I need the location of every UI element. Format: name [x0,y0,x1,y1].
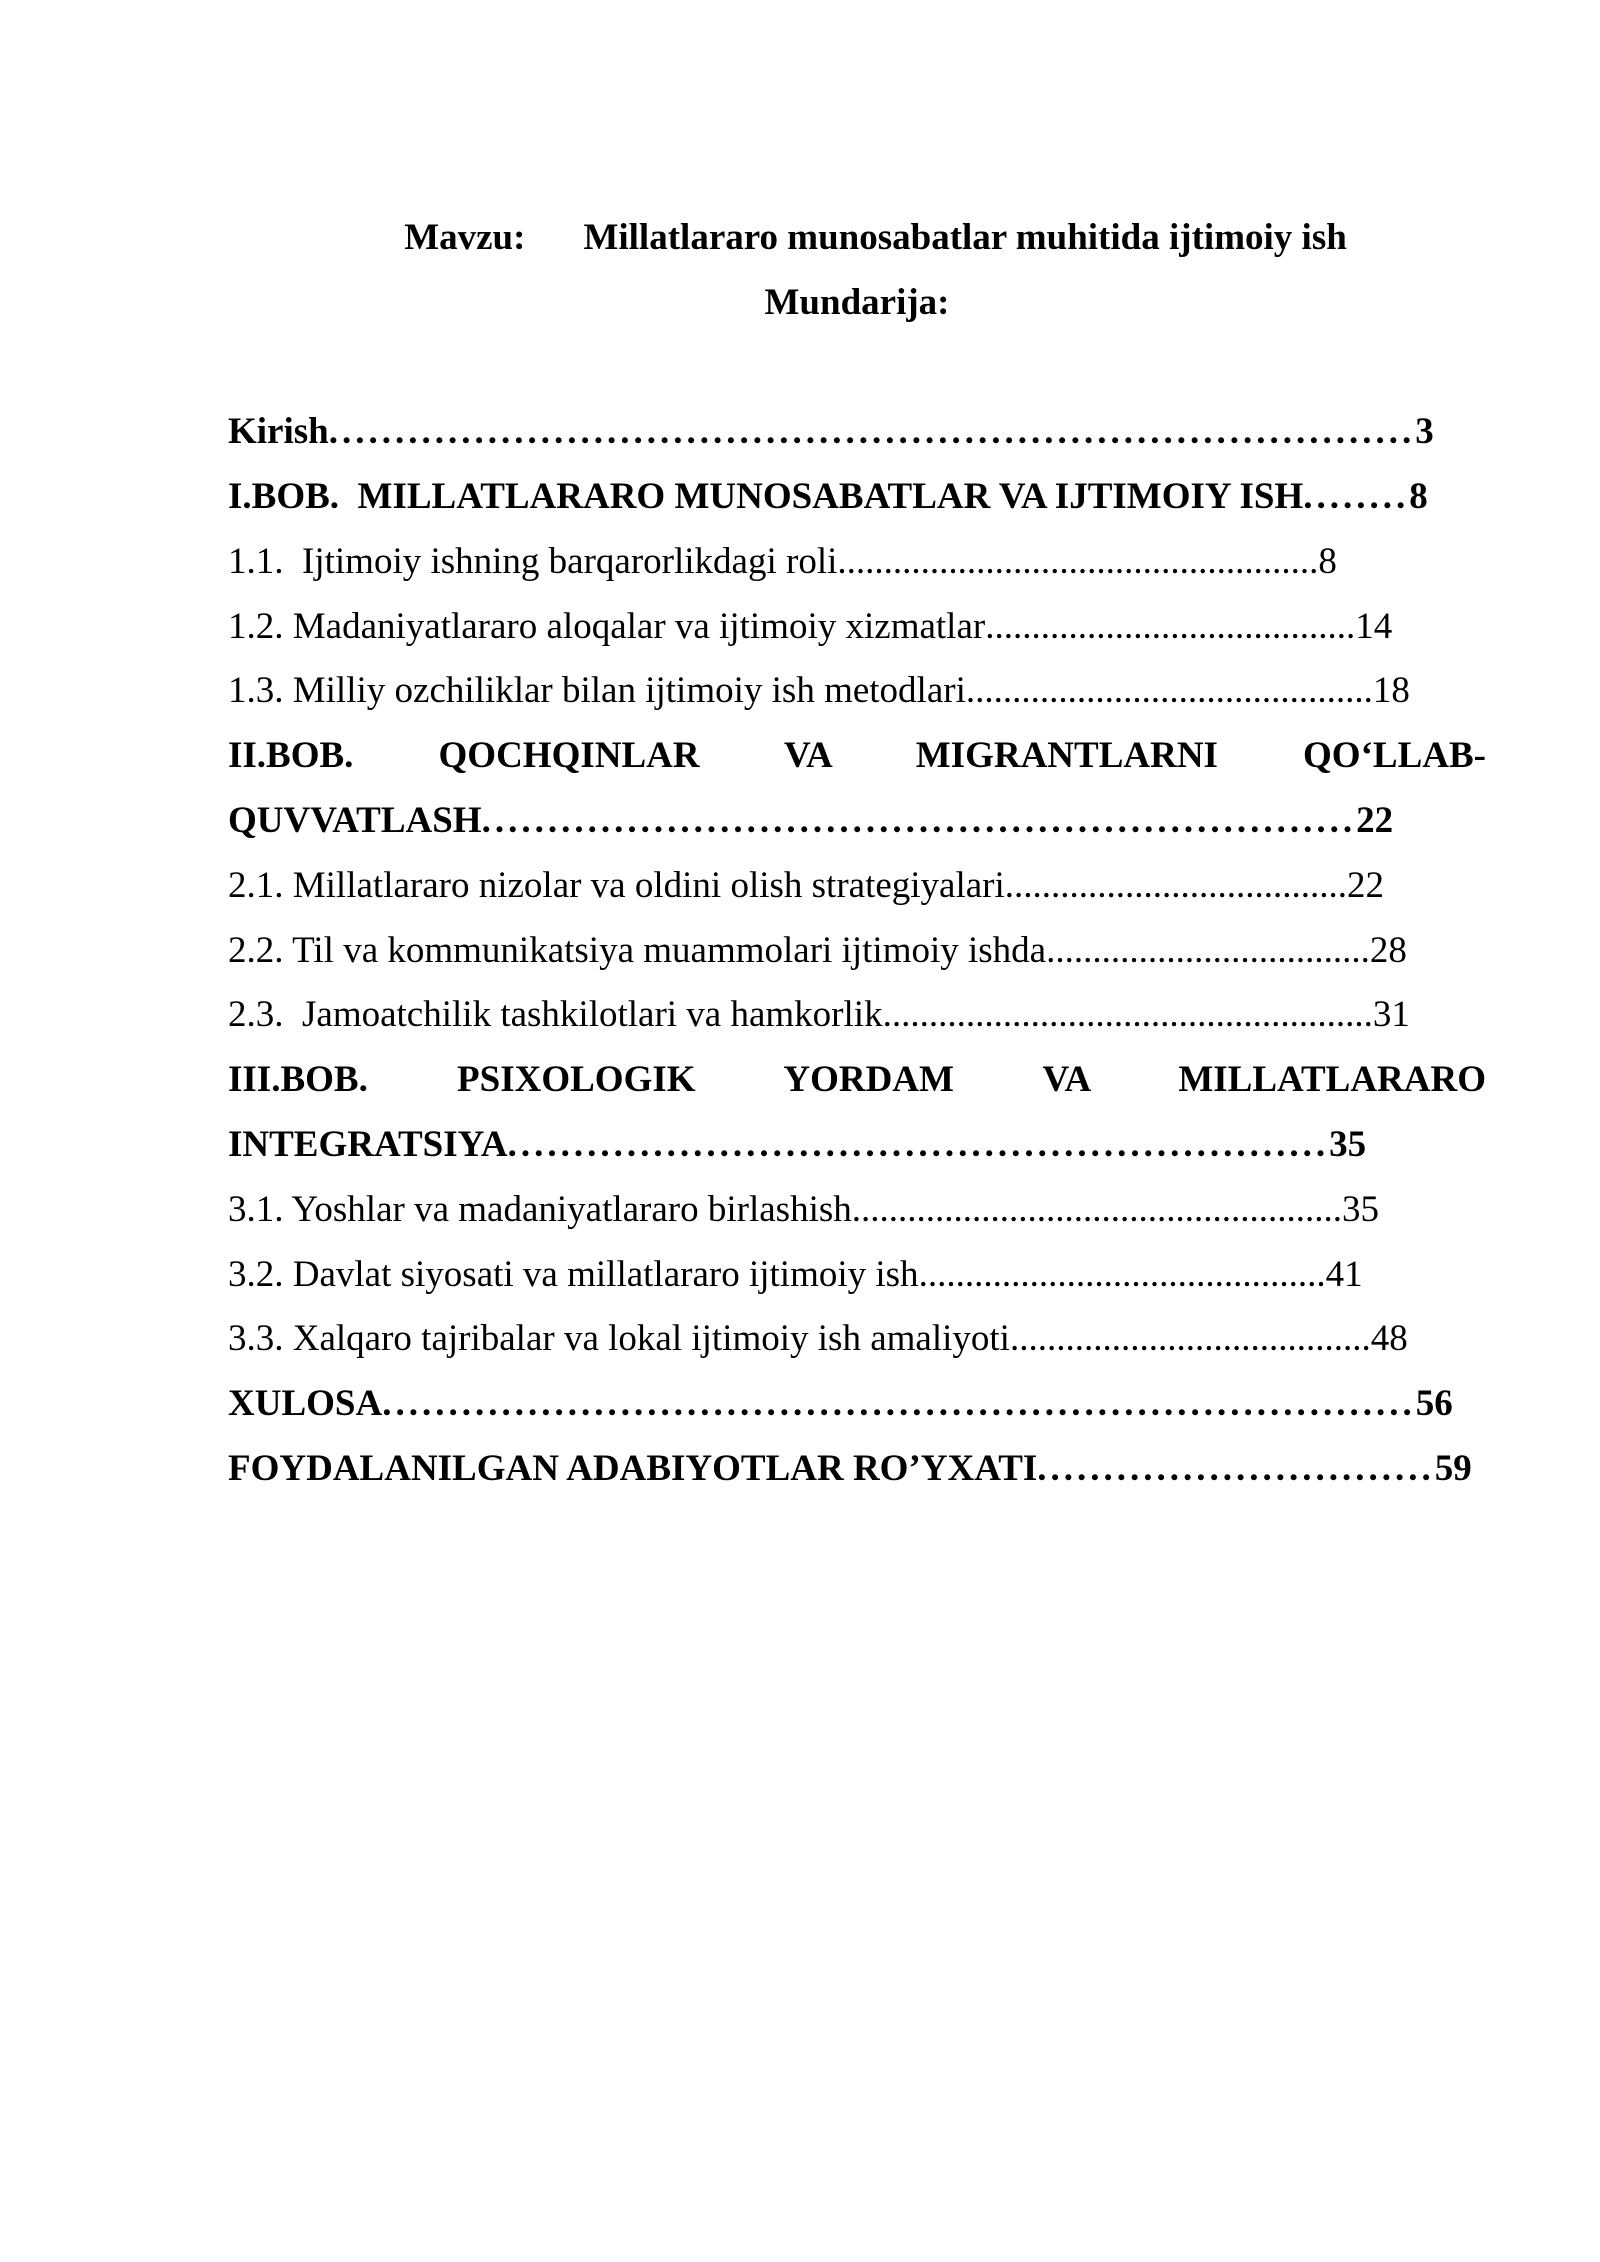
toc-entry [228,400,1486,465]
toc-page-number: 14 [1355,605,1393,647]
toc-entry [228,659,1486,724]
toc-entry [228,595,1486,660]
toc-entry-label: 2.1. Millatlararo nizolar va oldini olish strategiyalari [228,864,1005,906]
toc-entry-label: INTEGRATSIYA [228,1123,508,1165]
toc-leader-dots: .................................................................. [481,799,1357,841]
toc-entry-label: 1.2. Madaniyatlararo aloqalar va ijtimoiy xizmatlar [228,605,986,647]
toc-leader-dots: .............................................................................. [382,1383,1416,1425]
toc-entry [228,854,1486,919]
toc-entry-label: Kirish [228,411,329,453]
toc-page-number: 31 [1372,994,1410,1036]
toc-entry-label: XULOSA [228,1383,383,1425]
title-label: Mavzu: [404,216,526,258]
toc-page-number: 22 [1347,864,1385,906]
toc-entry-label: 3.3. Xalqaro tajribalar va lokal ijtimoiy ish amaliyoti [228,1318,1010,1360]
toc-page-number: 59 [1434,1447,1472,1489]
toc-page-number: 22 [1356,799,1394,841]
toc-entry [228,465,1486,530]
toc-entry-label: 3.1. Yoshlar va madaniyatlararo birlashish [228,1188,852,1230]
toc-page-number: 35 [1329,1123,1367,1165]
toc-page-number: 8 [1318,540,1337,582]
toc-leader-dots: .............................................................. [507,1123,1330,1165]
title-text: Millatlararo munosabatlar muhitida ijtimoiy ish [583,216,1347,258]
toc-entry [228,1113,1486,1178]
toc-leader-dots: ................................... [1046,929,1370,971]
toc-leader-dots: ........ [1303,475,1410,517]
toc-page-number: 35 [1342,1188,1379,1230]
toc-page-number: 18 [1372,670,1410,712]
toc-page-number: 48 [1370,1318,1408,1360]
toc-entry-label: I.BOB. MILLATLARARO MUNOSABATLAR VA IJTIMOIY ISH [228,475,1304,517]
toc-entry [228,1372,1486,1437]
toc-entry [228,1243,1486,1308]
toc-entry-label: 1.1. Ijtimoiy ishning barqarorlikdagi roli [228,540,838,582]
toc-leader-dots: .............................. [1037,1447,1435,1489]
toc-heading: Mundarija: [764,281,950,323]
toc-leader-dots: .................................................... [837,540,1319,582]
toc-entry [228,919,1486,984]
toc-chapter-title-line: II.BOB. QOCHQINLAR VA MIGRANTLARNI QO‘LLAB- [228,735,1486,777]
toc-leader-dots: ..................................... [1004,864,1348,906]
toc-leader-dots: ..................................................... [882,994,1373,1036]
toc-page-number: 56 [1415,1383,1453,1425]
document-title [228,141,1486,258]
toc-entry-label: 2.3. Jamoatchilik tashkilotlari va hamkorlik [228,994,883,1036]
toc-entry [228,789,1486,854]
toc-leader-dots: ........................................ [985,605,1356,647]
table-of-contents [228,400,1486,1502]
toc-entry-label: QUVVATLASH [228,799,482,841]
toc-entry-label: 1.3. Milliy ozchiliklar bilan ijtimoiy ish metodlari [228,670,966,712]
toc-entry-label: FOYDALANILGAN ADABIYOTLAR RO’YXATI [228,1447,1038,1489]
toc-page-number: 41 [1325,1253,1363,1295]
toc-entry-label: 3.2. Davlat siyosati va millatlararo ijtimoiy ish [228,1253,919,1295]
toc-entry [228,983,1486,1048]
blank-line [228,335,1486,400]
toc-entry [228,1437,1486,1502]
toc-page-number: 28 [1369,929,1407,971]
toc-entry [228,530,1486,595]
toc-entry [228,1307,1486,1372]
toc-leader-dots: ....................................... [1009,1318,1371,1360]
toc-leader-dots: .................................................................................. [328,411,1416,453]
toc-leader-dots: ..................................................... [851,1188,1342,1230]
toc-leader-dots: ............................................ [965,670,1373,712]
toc-chapter-title-line: III.BOB. PSIXOLOGIK YORDAM VA MILLATLARARO [228,1059,1486,1101]
toc-entry-label: 2.2. Til va kommunikatsiya muammolari ijtimoiy ishda [228,929,1047,971]
toc-leader-dots: ............................................ [918,1253,1326,1295]
toc-entry [228,1178,1486,1243]
toc-page-number: 8 [1409,475,1428,517]
toc-page-number: 3 [1415,411,1434,453]
